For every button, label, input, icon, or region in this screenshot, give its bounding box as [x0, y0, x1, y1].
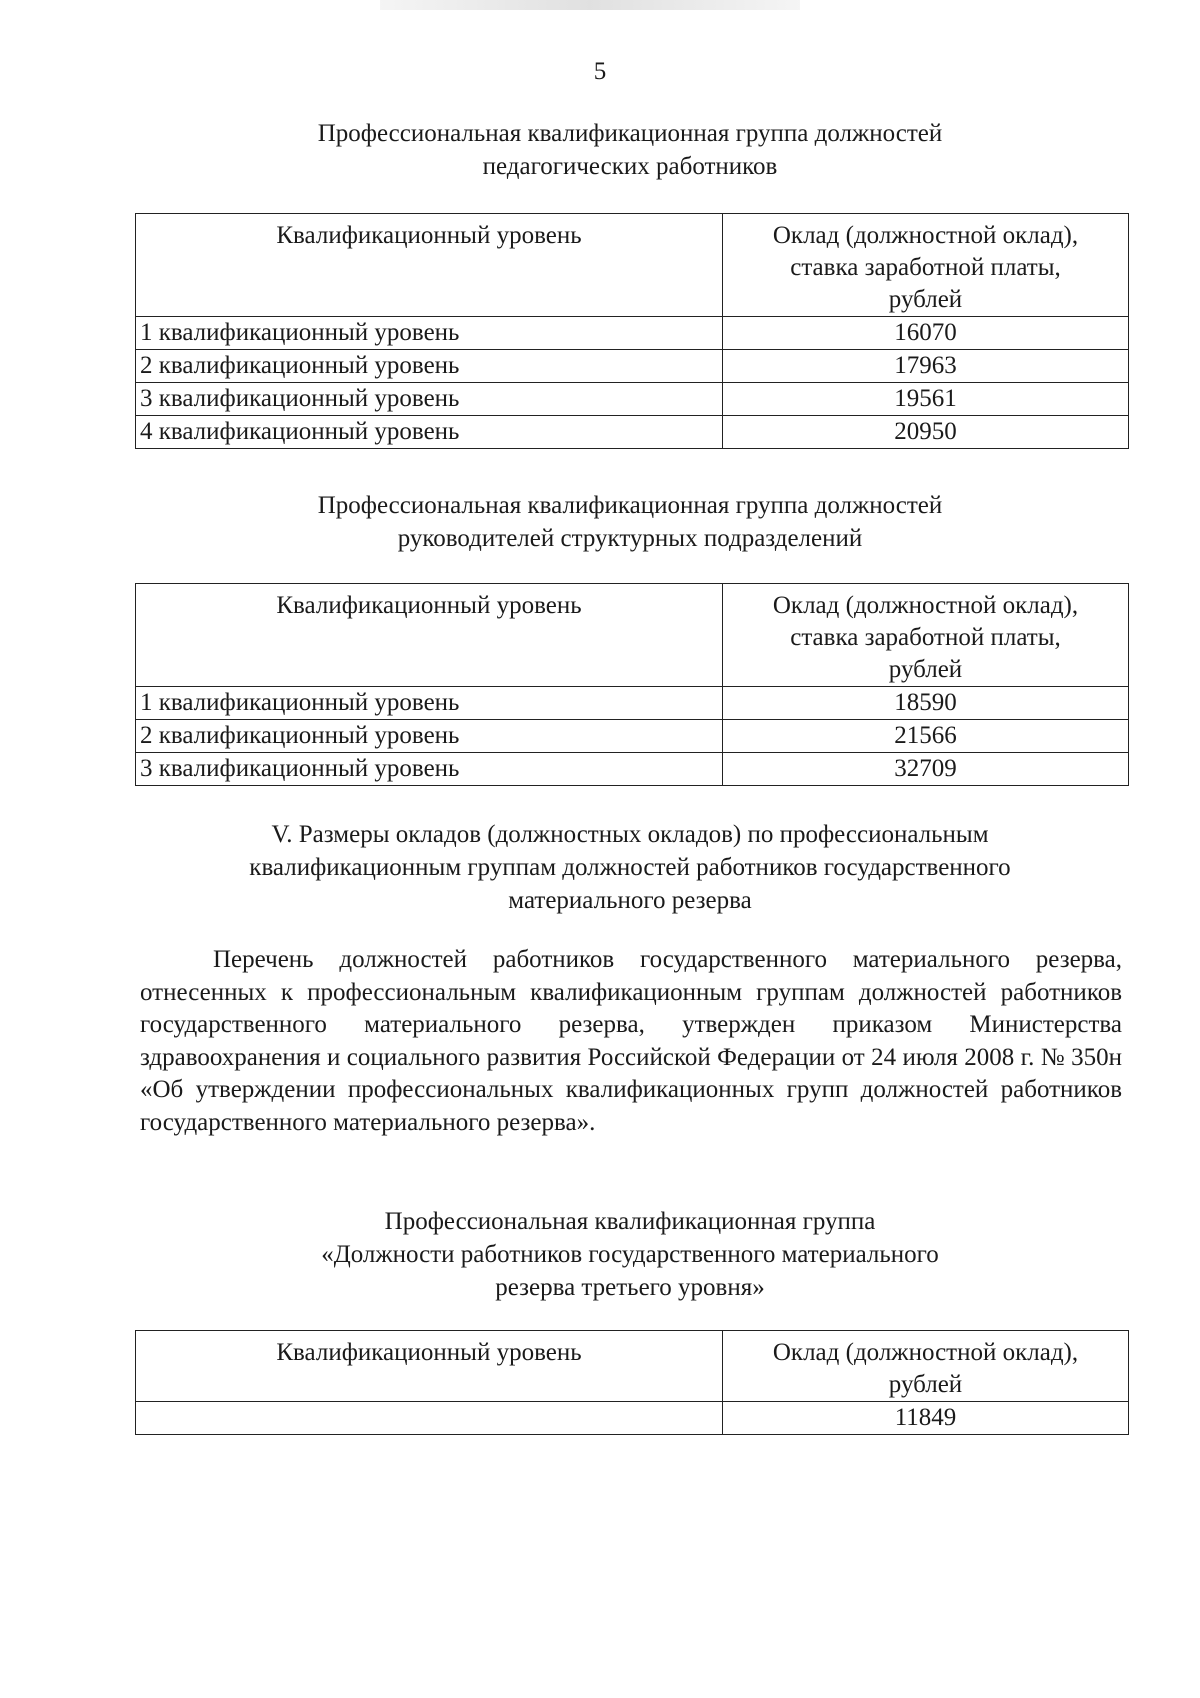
header-salary-line: рублей [888, 1371, 963, 1398]
group2-table [135, 583, 1129, 786]
group1-caption-line: Профессиональная квалификационная группа должностей [317, 120, 943, 147]
group2-caption [135, 489, 1125, 555]
group3-table [135, 1330, 1129, 1435]
header-salary [723, 214, 1129, 317]
header-salary-line: рублей [888, 656, 963, 683]
row-level: 1 квалификационный уровень [136, 687, 723, 720]
row-salary: 17963 [723, 350, 1129, 383]
table-row [136, 416, 1129, 449]
header-salary-line: Оклад (должностной оклад), [772, 592, 1079, 619]
row-salary: 20950 [723, 416, 1129, 449]
table-row [136, 753, 1129, 786]
group3-caption [135, 1205, 1125, 1304]
group2-caption-line: Профессиональная квалификационная группа должностей [317, 492, 943, 519]
group1-caption-line: педагогических работников [482, 153, 778, 180]
table-row [136, 350, 1129, 383]
row-level: 2 квалификационный уровень [136, 350, 723, 383]
table-row [136, 720, 1129, 753]
header-salary [723, 1331, 1129, 1402]
group3-caption-line: резерва третьего уровня» [495, 1274, 765, 1301]
section-title-line: V. Размеры окладов (должностных окладов) по профессиональным [271, 821, 989, 848]
header-salary [723, 584, 1129, 687]
section-title-line: квалификационным группам должностей работников государственного [249, 854, 1011, 881]
row-salary: 16070 [723, 317, 1129, 350]
row-salary: 18590 [723, 687, 1129, 720]
header-level: Квалификационный уровень [136, 1331, 723, 1402]
row-salary: 11849 [723, 1402, 1129, 1435]
row-salary: 21566 [723, 720, 1129, 753]
row-level: 1 квалификационный уровень [136, 317, 723, 350]
table-header-row [136, 214, 1129, 317]
header-level: Квалификационный уровень [136, 584, 723, 687]
table-row [136, 317, 1129, 350]
row-salary: 32709 [723, 753, 1129, 786]
table-row [136, 687, 1129, 720]
body-paragraph: Перечень должностей работников государственного материального резерва, отнесенных к профессиональным квалификационным группам должностей работников государственного материального резерва, утвержден приказом Министерства здравоохранения и социального развития Российской Федерации от 24 июля 2008 г. № 350н «Об утверждении профессиональных квалификационных групп должностей работников государственного материального резерва». [140, 946, 1122, 1136]
header-level: Квалификационный уровень [136, 214, 723, 317]
group3-caption-line: Профессиональная квалификационная группа [384, 1208, 876, 1235]
group3-caption-line: «Должности работников государственного материального [321, 1241, 939, 1268]
section-title [135, 818, 1125, 917]
table-row [136, 383, 1129, 416]
table-row [136, 1402, 1129, 1435]
header-salary-line: ставка заработной платы, [790, 254, 1061, 281]
table-header-row [136, 1331, 1129, 1402]
row-level: 3 квалификационный уровень [136, 753, 723, 786]
group2-caption-line: руководителей структурных подразделений [397, 525, 863, 552]
header-salary-line: ставка заработной платы, [790, 624, 1061, 651]
table-header-row [136, 584, 1129, 687]
header-salary-line: рублей [888, 286, 963, 313]
page-number: 5 [593, 58, 607, 85]
header-salary-line: Оклад (должностной оклад), [772, 222, 1079, 249]
row-salary: 19561 [723, 383, 1129, 416]
group1-caption [135, 117, 1125, 183]
row-level: 4 квалификационный уровень [136, 416, 723, 449]
row-level [136, 1402, 723, 1435]
section-title-line: материального резерва [508, 887, 752, 914]
group1-table [135, 213, 1129, 449]
header-salary-line: Оклад (должностной оклад), [772, 1339, 1079, 1366]
row-level: 2 квалификационный уровень [136, 720, 723, 753]
row-level: 3 квалификационный уровень [136, 383, 723, 416]
scan-artifact [380, 0, 800, 10]
